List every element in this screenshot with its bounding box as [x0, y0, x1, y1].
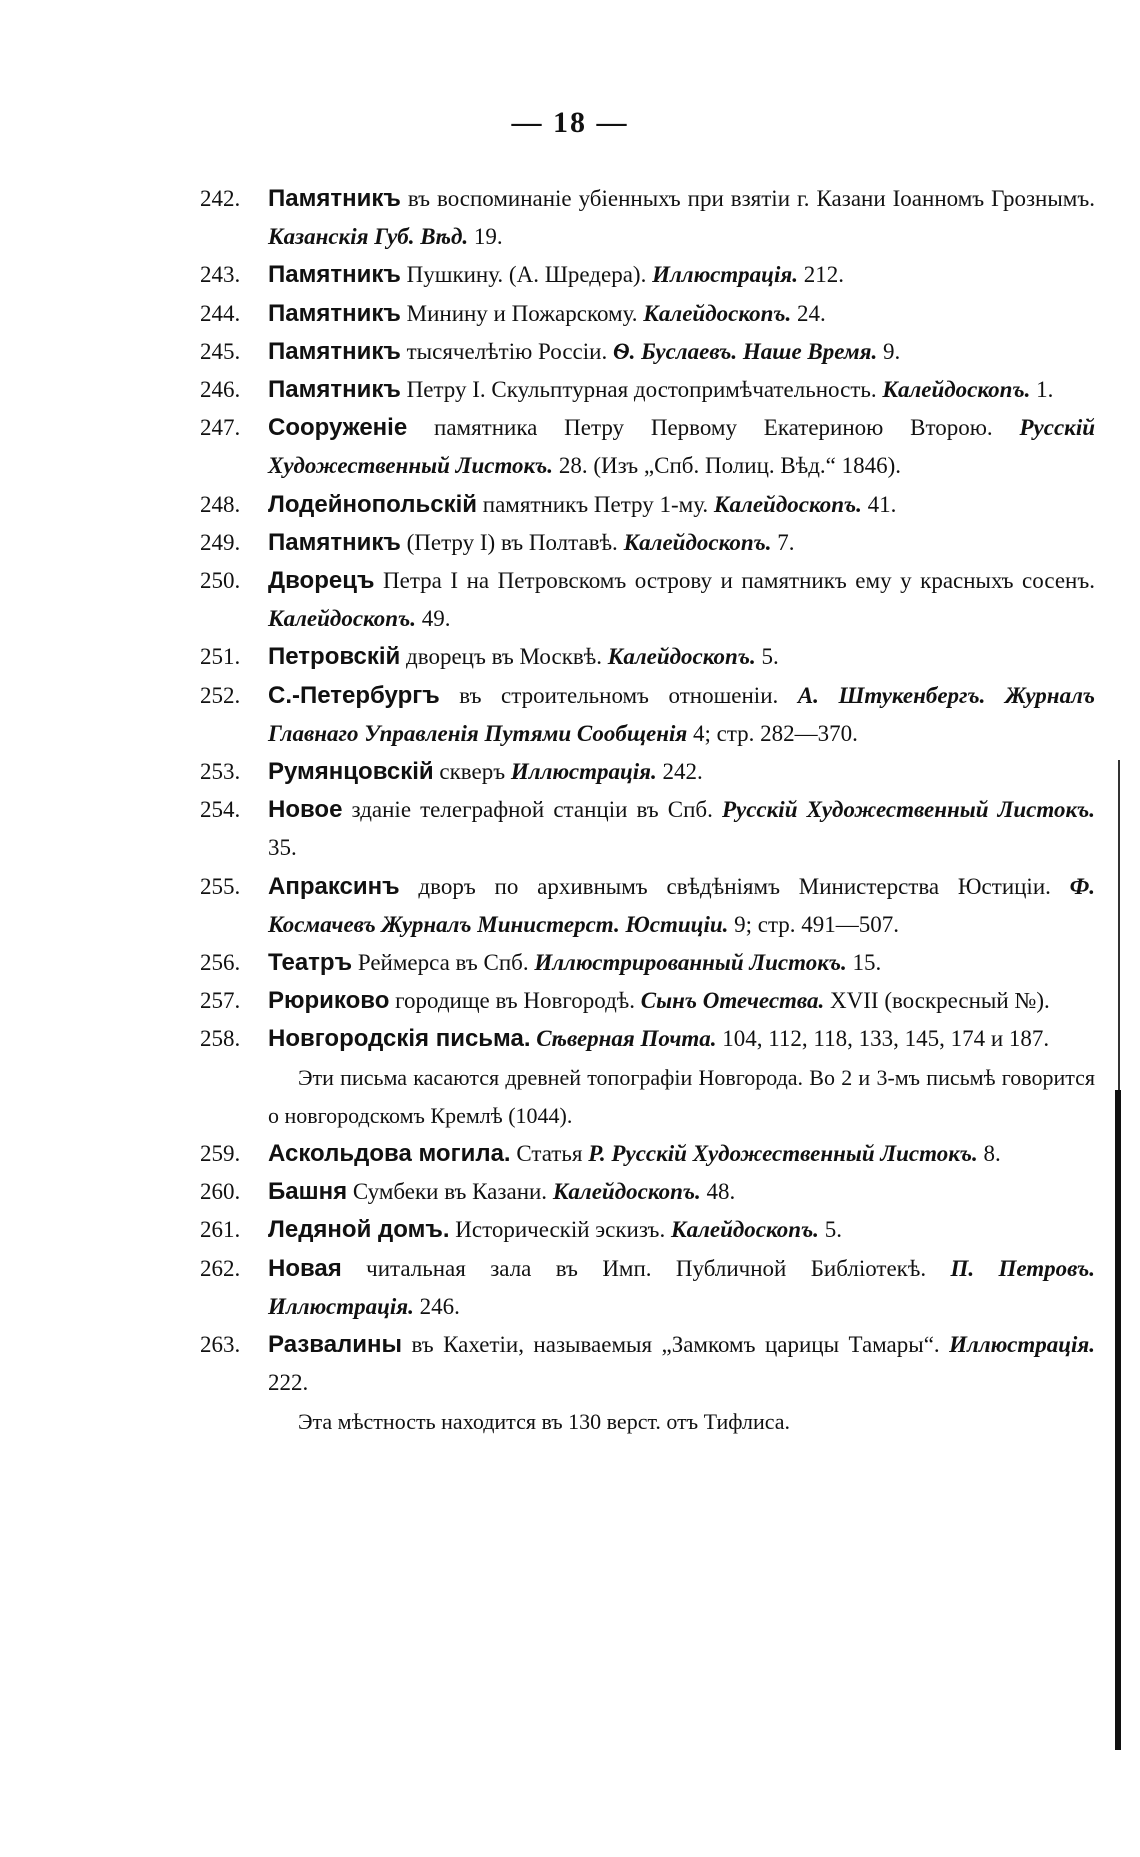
entry-text: памятника Петру Первому Екатериною Второю. — [407, 415, 1020, 441]
entry-heading: Новая — [268, 1254, 342, 1282]
entry-source: Калейдоскопъ. — [268, 606, 416, 632]
entry-heading: Памятникъ — [268, 376, 401, 404]
entry-number: 257. — [200, 988, 241, 1014]
bibliography-entry — [200, 677, 1095, 753]
entry-number: 253. — [200, 759, 241, 785]
bibliography-entry — [200, 753, 1095, 791]
bibliography-entry — [200, 486, 1095, 524]
bibliography-entry — [200, 982, 1095, 1020]
entry-number: 251. — [200, 644, 241, 670]
entry-heading: Театръ — [268, 949, 353, 977]
entry-source: Калейдоскопъ. — [607, 644, 756, 670]
entry-reference: 4; стр. 282—370. — [687, 720, 858, 746]
entry-source: Р. Русскій Художественный Листокъ. — [588, 1141, 978, 1167]
entry-reference: 9; стр. 491—507. — [728, 911, 900, 937]
entry-reference: 19. — [468, 224, 503, 250]
entry-reference: 8. — [977, 1141, 1001, 1167]
entry-heading: Сооруженіе — [268, 414, 408, 442]
entry-text: тысячелѣтію Россіи. — [400, 338, 613, 364]
entry-reference: 5. — [755, 644, 779, 670]
entry-text: Пушкину. (А. Шредера). — [400, 262, 653, 288]
entry-reference: 212. — [797, 262, 844, 288]
bibliography-list — [200, 180, 1095, 1441]
entry-number: 247. — [200, 415, 241, 441]
entry-text: Реймерса въ Спб. — [352, 950, 535, 976]
bibliography-entry — [200, 1326, 1095, 1402]
entry-text: памятникъ Петру 1-му. — [477, 491, 714, 517]
entry-source: Калейдоскопъ. — [643, 300, 792, 326]
entry-reference: 35. — [268, 835, 297, 861]
entry-text: Сумбеки въ Казани. — [347, 1179, 553, 1205]
entry-heading: Новое — [268, 796, 343, 824]
entry-heading: Ледяной домъ. — [268, 1216, 450, 1244]
entry-source: Русскій Художественный Листокъ. — [721, 797, 1095, 823]
entry-reference: 222. — [268, 1370, 309, 1396]
entry-reference: 49. — [415, 606, 451, 632]
entry-source: Иллюстрація. — [949, 1332, 1095, 1358]
entry-text: скверъ — [433, 759, 511, 785]
entry-source: Ѳ. Буслаевъ. Наше Время. — [612, 338, 878, 364]
entry-text: Петру I. Скульптурная достопримѣчательность. — [400, 377, 883, 403]
entry-number: 263. — [200, 1332, 241, 1358]
entry-source: Иллюстрированный Листокъ. — [534, 950, 847, 976]
bibliography-entry — [200, 868, 1095, 944]
entry-heading: Башня — [268, 1178, 348, 1206]
entry-text: городище въ Новгородѣ. — [389, 988, 641, 1014]
entry-reference: 7. — [771, 529, 795, 555]
bibliography-entry — [200, 180, 1095, 256]
bibliography-entry — [200, 371, 1095, 409]
entry-text: Минину и Пожарскому. — [400, 300, 644, 326]
margin-line — [1118, 760, 1120, 1090]
entry-number: 248. — [200, 491, 241, 517]
entry-number: 252. — [200, 682, 241, 708]
bibliography-entry — [200, 1020, 1095, 1058]
entry-number: 243. — [200, 262, 241, 288]
entry-reference: 5. — [818, 1217, 842, 1243]
entry-text: Статья — [510, 1141, 589, 1167]
entry-reference: 28. (Изъ „Спб. Полиц. Вѣд.“ 1846). — [553, 453, 902, 479]
entry-source: Русскій Художественный Листокъ. — [268, 415, 1095, 479]
entry-source: А. Штукенбергъ. Журналъ Главнаго Управленія Путями Сообщенія — [268, 682, 1095, 746]
bibliography-entry — [200, 1135, 1095, 1173]
entry-heading: Рюриково — [268, 987, 390, 1015]
entry-source: Калейдоскопъ. — [882, 377, 1031, 403]
entry-heading: Памятникъ — [268, 261, 401, 289]
entry-source: Калейдоскопъ. — [623, 529, 772, 555]
entry-number: 244. — [200, 300, 241, 326]
entry-number: 242. — [200, 186, 241, 211]
entry-text: (Петру I) въ Полтавѣ. — [400, 529, 624, 555]
entry-number: 262. — [200, 1255, 241, 1281]
entry-number: 249. — [200, 529, 241, 555]
bibliography-entry — [200, 295, 1095, 333]
entry-text: въ строительномъ отношеніи. — [439, 682, 798, 708]
entry-source: Калейдоскопъ. — [552, 1179, 701, 1205]
entry-source: Казанскія Губ. Вѣд. — [268, 224, 469, 250]
entry-heading: Памятникъ — [268, 185, 401, 212]
entry-heading: Румянцовскій — [268, 758, 434, 786]
entry-heading: Развалины — [268, 1331, 403, 1359]
entry-heading: С.-Петербургъ — [268, 681, 440, 709]
bibliography-entry — [200, 1250, 1095, 1326]
entry-heading: Апраксинъ — [268, 872, 400, 900]
entry-heading: Дворецъ — [268, 567, 375, 595]
entry-reference: 9. — [877, 338, 901, 364]
entry-source: Сынъ Отечества. — [640, 988, 825, 1014]
entry-number: 255. — [200, 873, 241, 899]
entry-text: въ Кахетіи, называемыя „Замкомъ царицы Тамары“. — [402, 1332, 950, 1358]
entry-heading: Петровскій — [268, 643, 401, 671]
page-number: — 18 — — [511, 106, 629, 139]
entry-heading: Памятникъ — [268, 299, 401, 327]
entry-source: Иллюстрація. — [510, 759, 657, 785]
entry-source: Иллюстрація. — [652, 262, 798, 288]
entry-text: Историческій эскизъ. — [449, 1217, 671, 1243]
entry-source: Калейдоскопъ. — [670, 1217, 819, 1243]
bibliography-entry — [200, 638, 1095, 676]
entry-reference: 242. — [656, 759, 703, 785]
entry-source: Ф. Космачевъ Журналъ Министерст. Юстиціи. — [268, 873, 1095, 937]
bibliography-entry — [200, 333, 1095, 371]
entry-text: дворъ по архивнымъ свѣдѣніямъ Министерства Юстиціи. — [399, 873, 1070, 899]
entry-source: Калейдоскопъ. — [713, 491, 862, 517]
entry-source: П. Петровъ. Иллюстрація. — [268, 1255, 1095, 1319]
entry-number: 256. — [200, 950, 241, 976]
entry-text: Петра I на Петровскомъ острову и памятникъ ему у красныхъ сосенъ. — [374, 568, 1095, 594]
entry-text: въ воспоминаніе убіенныхъ при взятіи г. Казани Іоанномъ Грознымъ. — [400, 186, 1095, 211]
entry-number: 245. — [200, 338, 241, 364]
entry-number: 259. — [200, 1141, 241, 1167]
entry-reference: 41. — [861, 491, 897, 517]
entry-number: 261. — [200, 1217, 241, 1243]
margin-bar — [1115, 1090, 1121, 1750]
entry-number: 254. — [200, 797, 241, 823]
entry-text: читальная зала въ Имп. Публичной Библіотекѣ. — [341, 1255, 951, 1281]
bibliography-entry — [200, 1173, 1095, 1211]
bibliography-entry — [200, 791, 1095, 867]
bibliography-entry — [200, 256, 1095, 294]
entry-reference: XVII (воскресный №). — [824, 988, 1050, 1014]
entry-number: 250. — [200, 568, 241, 594]
entry-text: дворецъ въ Москвѣ. — [400, 644, 608, 670]
entry-note: Эти письма касаются древней топографіи Новгорода. Во 2 и 3-мъ письмѣ говорится о новгородскомъ Кремлѣ (1044). — [268, 1064, 1095, 1128]
bibliography-entry — [200, 944, 1095, 982]
entry-reference: 48. — [700, 1179, 736, 1205]
entry-heading: Памятникъ — [268, 337, 401, 365]
entry-number: 258. — [200, 1026, 241, 1052]
entry-reference: 104, 112, 118, 133, 145, 174 и 187. — [716, 1026, 1050, 1052]
entry-heading: Памятникъ — [268, 528, 401, 556]
entry-heading: Новгородскія письма. — [268, 1025, 531, 1053]
entry-reference: 1. — [1030, 377, 1054, 403]
entry-text: зданіе телеграфной станціи въ Спб. — [342, 797, 722, 823]
bibliography-entry — [200, 1211, 1095, 1249]
entry-reference: 24. — [791, 300, 826, 326]
entry-number: 246. — [200, 377, 241, 403]
entry-heading: Лодейнопольскій — [268, 490, 478, 518]
entry-note: Эта мѣстность находится въ 130 верст. отъ Тифлиса. — [298, 1408, 791, 1434]
entry-number: 260. — [200, 1179, 241, 1205]
entry-source: Сѣверная Почта. — [536, 1026, 717, 1052]
bibliography-entry — [200, 524, 1095, 562]
entry-reference: 15. — [846, 950, 882, 976]
bibliography-entry — [200, 562, 1095, 638]
entry-heading: Аскольдова могила. — [268, 1140, 511, 1168]
bibliography-entry — [200, 409, 1095, 485]
entry-reference: 246. — [413, 1293, 460, 1319]
